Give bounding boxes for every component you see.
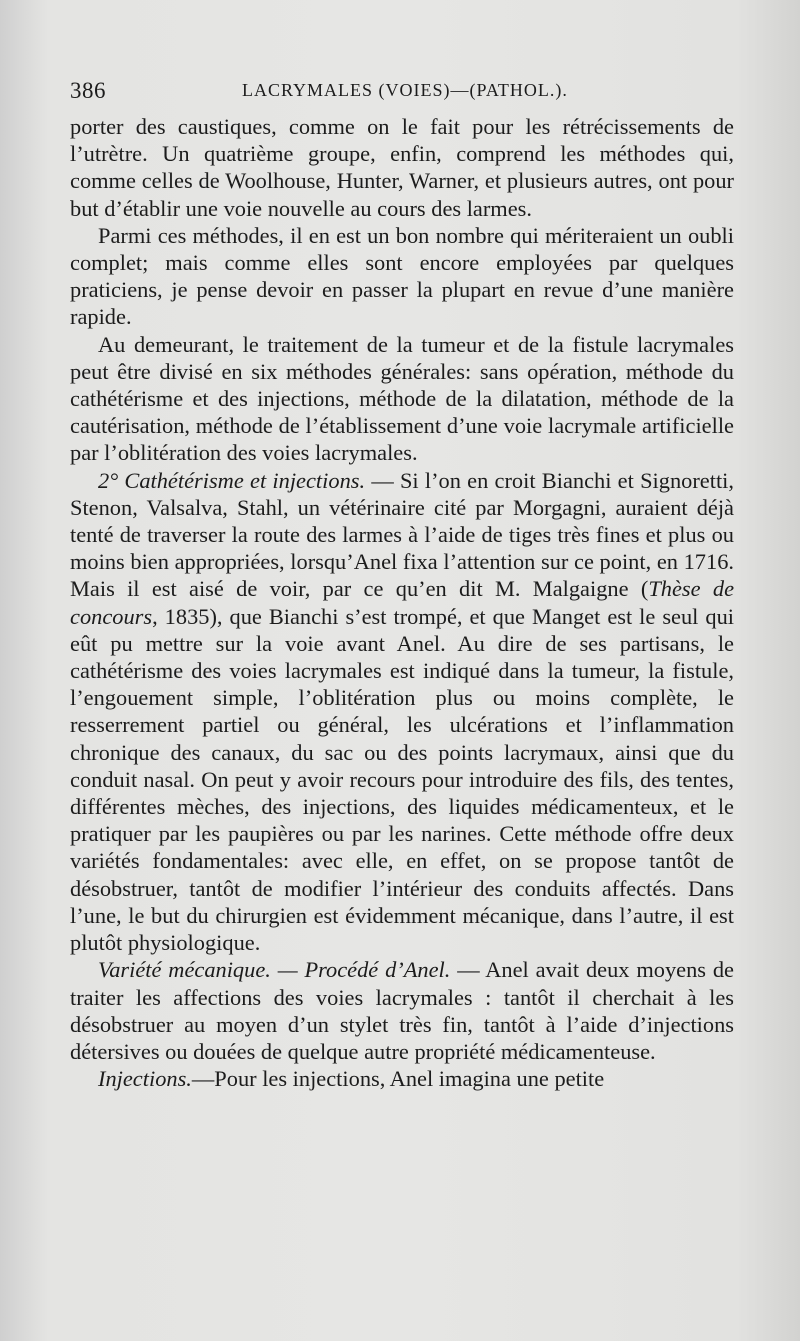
page-header <box>70 72 735 108</box>
paragraph-traitement <box>70 331 734 467</box>
section-heading: 2° Cathétérisme et injections. <box>98 467 366 493</box>
running-head: LACRYMALES (VOIES)—(PATHOL.). <box>242 80 568 100</box>
paragraph-variete-mecanique <box>70 956 734 1065</box>
page-number: 386 <box>70 78 106 103</box>
paragraph-text: — Anel avait deux moyens de traiter les affections des voies lacrymales : tantôt il cherchait à les désobstruer au moyen d’un stylet très fin, tantôt à l’aide d’injections détersives ou douées de quelque autre propriété médicamenteuse. <box>70 957 734 1064</box>
paragraph-text: — Si l’on en croit Bianchi et Signoretti, Stenon, Valsalva, Stahl, un vétérinaire cité par Morgagni, auraient déjà tenté de traverser la route des larmes à l’aide de tiges très fines et plus ou moins bien appropriées, lorsqu’Anel fixa l’attention sur ce point, en 1716. Mais il est aisé de voir, par ce qu’en dit M. Malgaigne ( <box>70 467 734 602</box>
paragraph-methodes <box>70 222 734 331</box>
paragraph-continuation <box>70 113 734 222</box>
body-text <box>70 113 734 1092</box>
citation-title: Thèse de concours <box>70 576 735 629</box>
section-heading: Injections. <box>98 1066 192 1092</box>
paragraph-text: porter des caustiques, comme on le fait pour les rétrécissements de l’utrètre. Un quatrième groupe, enfin, comprend les méthodes qui, comme celles de Woolhouse, Hunter, Warner, et plusieurs autres, ont pour but d’établir une voie nouvelle au cours des larmes. <box>70 114 734 221</box>
paragraph-text: —Pour les injections, Anel imagina une petite <box>191 1066 605 1092</box>
paragraph-injections <box>70 1065 734 1092</box>
paragraph-text: , 1835), que Bianchi s’est trompé, et que Manget est le seul qui eût pu mettre sur la voie avant Anel. Au dire de ses partisans, le cathétérisme des voies lacrymales est indiqué dans la tumeur, la fistule, l’engouement simple, l’oblitération plus ou moins complète, le resserrement partiel ou général, les ulcérations et l’inflammation chronique des canaux, du sac ou des points lacrymaux, ainsi que du conduit nasal. On peut y avoir recours pour introduire des fils, des tentes, différentes mèches, des injections, des liquides médicamenteux, et le pratiquer par les paupières ou par les narines. Cette méthode offre deux variétés fondamentales: avec elle, en effet, on se propose tantôt de désobstruer, tantôt de modifier l’intérieur des conduits affectés. Dans l’une, le but du chirurgien est évidemment mécanique, dans l’autre, il est plutôt physiologique. <box>70 603 734 956</box>
paragraph-catheterisme <box>70 467 734 957</box>
section-heading: Variété mécanique. — Procédé d’Anel. <box>98 957 451 983</box>
paragraph-text: Parmi ces méthodes, il en est un bon nombre qui mériteraient un oubli complet; mais comme elles sont encore employées par quelques praticiens, je pense devoir en passer la plupart en revue d’une manière rapide. <box>70 222 734 330</box>
paragraph-text: Au demeurant, le traitement de la tumeur et de la fistule lacrymales peut être divisé en six méthodes générales: sans opération, méthode du cathétérisme et des injections, méthode de la dilatation, méthode de la cautérisation, méthode de l’établissement d’une voie lacrymale artificielle par l’oblitération des voies lacrymales. <box>70 331 734 466</box>
